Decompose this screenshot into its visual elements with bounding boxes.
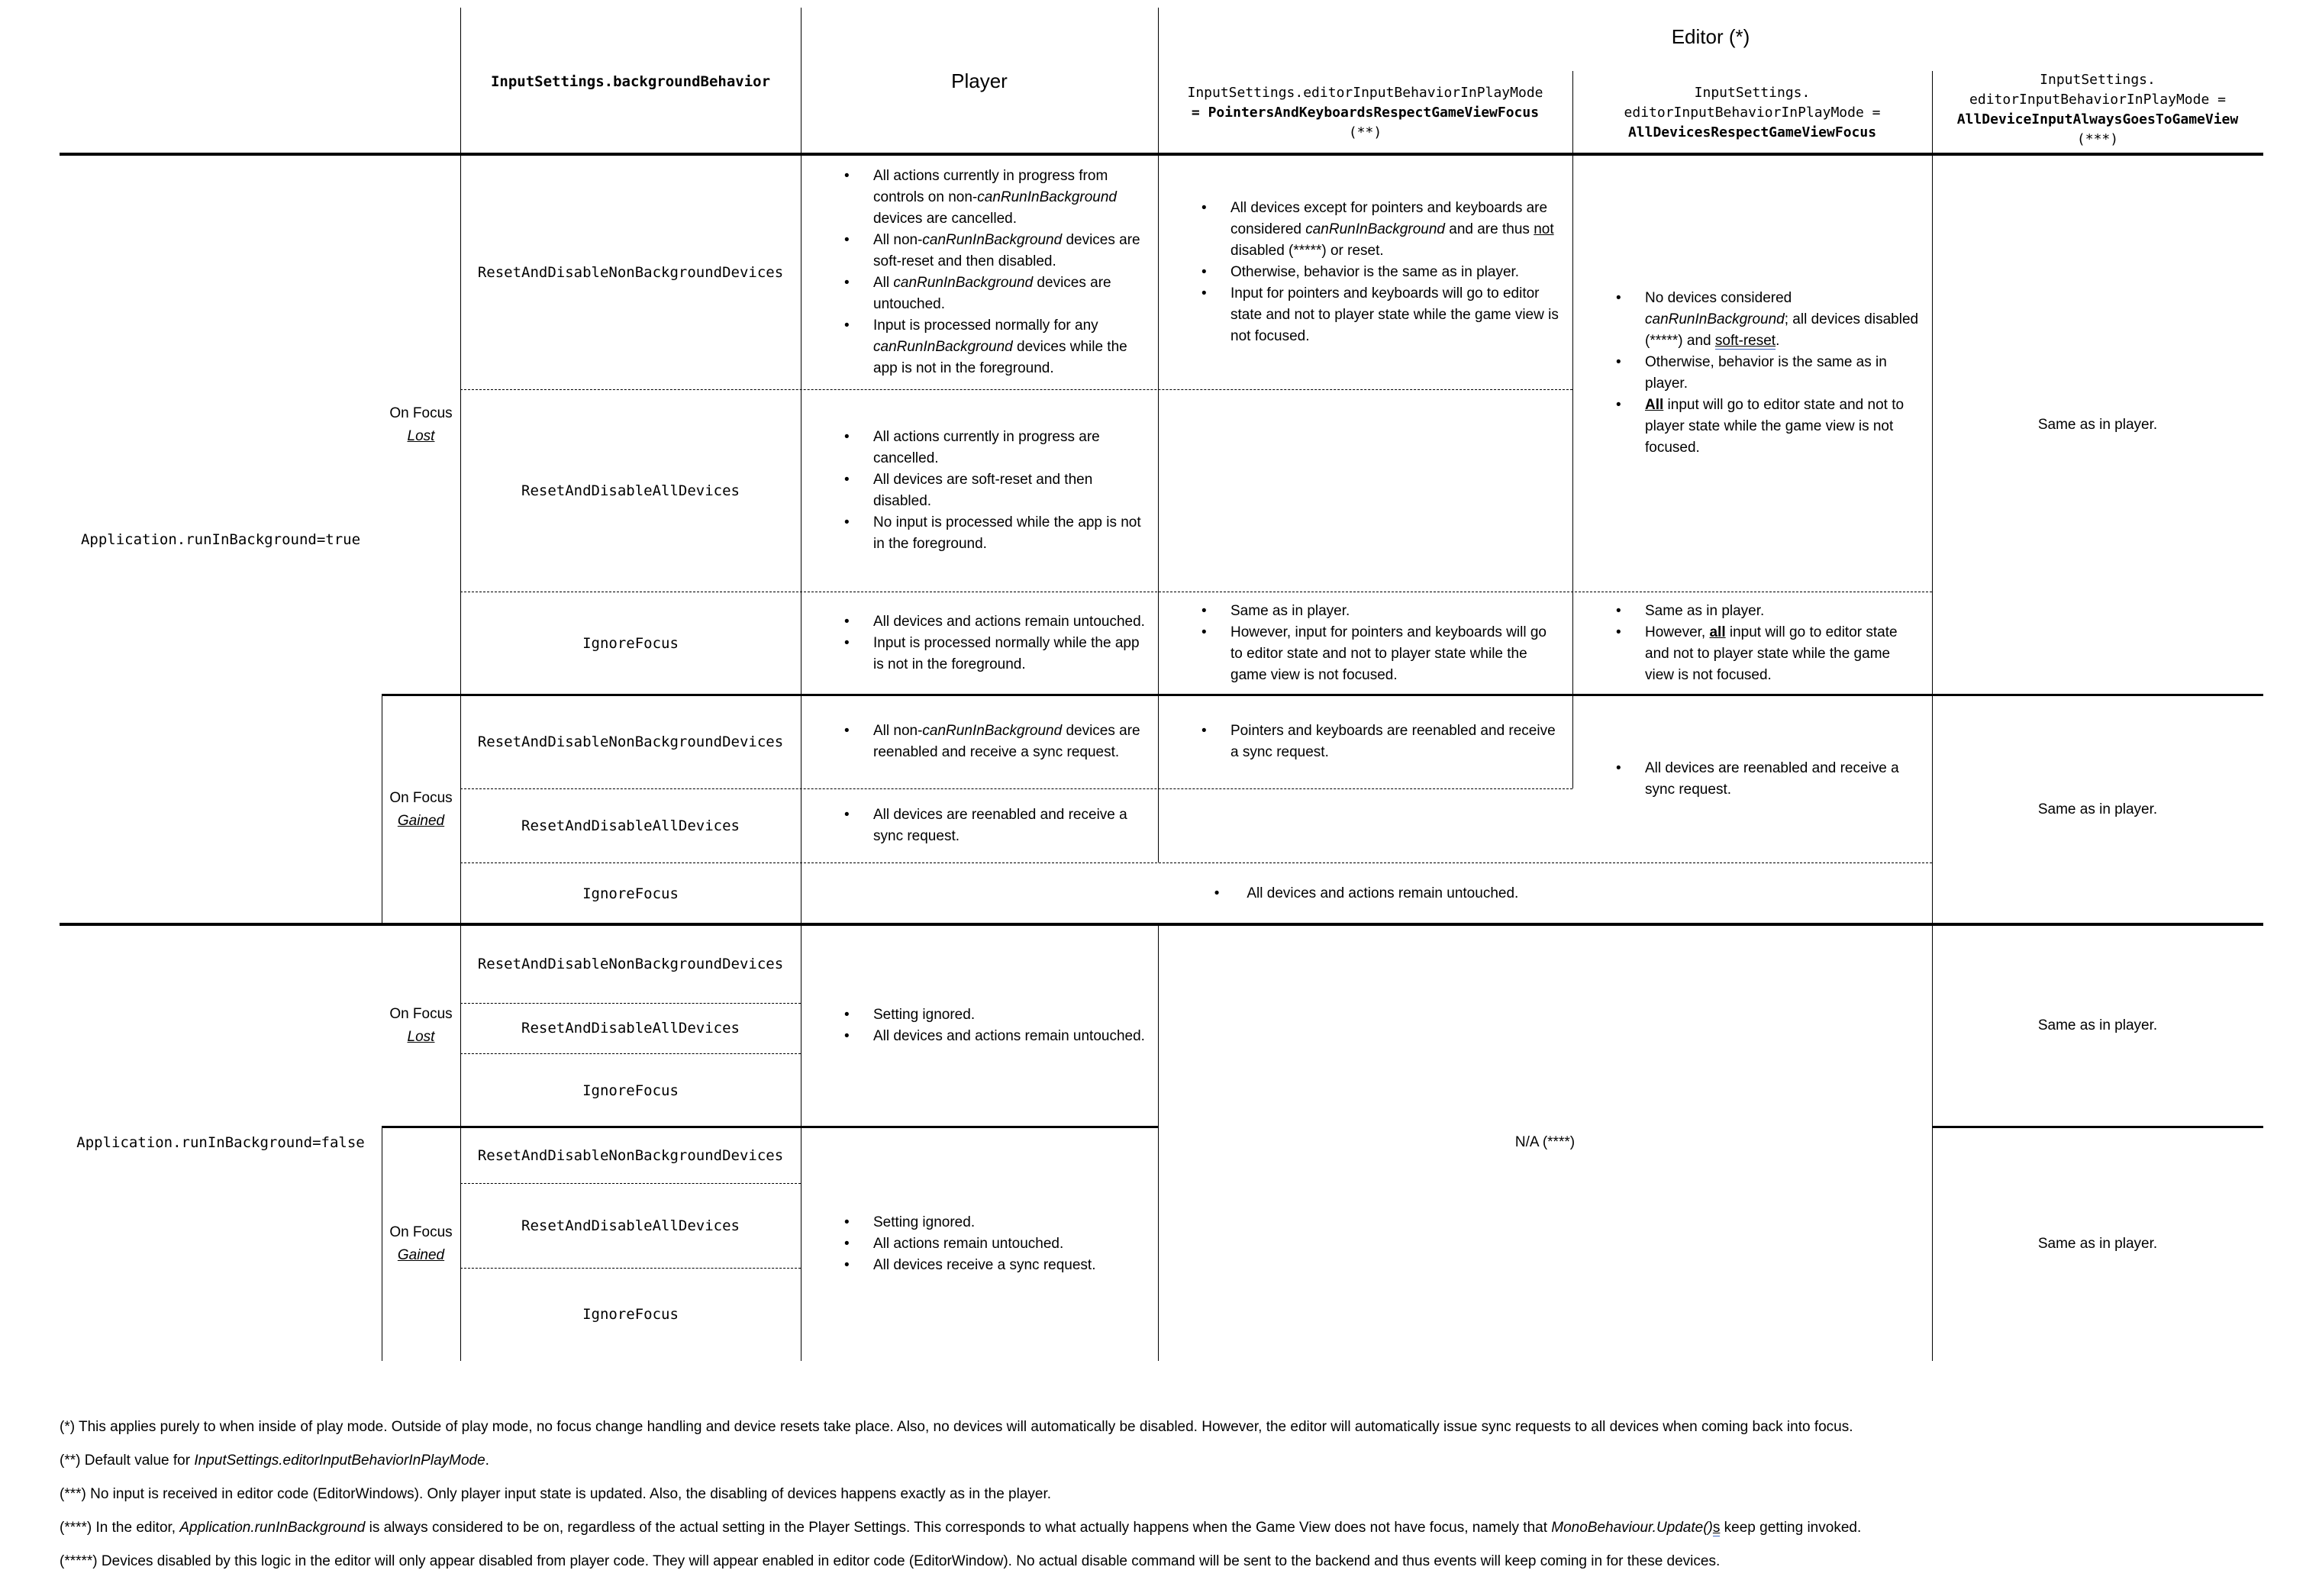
bullet-text: All devices are reenabled and receive a sync request. (1645, 759, 1899, 798)
cell-true-gained-same-as-player: Same as in player. (2037, 801, 2158, 817)
divider-false-lost-gained-left (382, 1126, 1158, 1128)
row-label-reset-non: ResetAndDisableNonBackgroundDevices (477, 734, 784, 750)
header-line: editorInputBehaviorInPlayMode = (1969, 92, 2226, 108)
bullet-icon: • (844, 614, 850, 630)
bullet-text: All actions currently in progress are cancelled. (873, 428, 1100, 466)
bullet-icon: • (1616, 624, 1621, 640)
cell-true-lost-resetnon-editorpk (1158, 155, 1572, 389)
bullet-item (843, 512, 1146, 555)
row-label-reset-non: ResetAndDisableNonBackgroundDevices (477, 955, 784, 972)
bullet-item (1614, 601, 1920, 622)
header-editor-group: Editor (*) (1671, 24, 1750, 48)
bullet-item (843, 427, 1146, 469)
focus-label-false-gained (382, 1127, 460, 1361)
bullet-item (1200, 622, 1560, 686)
bullet-text: Same as in player. (1230, 603, 1350, 619)
bullet-item (1614, 395, 1920, 459)
bullet-item (1614, 622, 1920, 686)
footnote-1: (*) This applies purely to when inside of play mode. Outside of play mode, no focus change handling and device resets take place. Also, no devices will automatically be disabled. However, the editor will automatically issue sync requests to all devices when coming back into focus. (60, 1419, 1853, 1435)
bullet-text: All devices are soft-reset and then disabled. (873, 471, 1093, 509)
bullet-item (1614, 352, 1920, 395)
cell-false-lost-same-as-player: Same as in player. (2037, 1017, 2158, 1033)
cell-false-lost-player (801, 924, 1158, 1127)
bullet-item (843, 1026, 1146, 1047)
bullet-item (843, 633, 1146, 675)
focus-label-true-lost (382, 155, 460, 695)
section-label-runinbackground-false: Application.runInBackground=false (76, 1134, 365, 1151)
focus-prefix: On Focus (389, 790, 453, 806)
bullet-item (843, 1212, 1146, 1233)
row-label-reset-non: ResetAndDisableNonBackgroundDevices (477, 263, 784, 281)
bullet-icon: • (1201, 199, 1207, 216)
dashed-row-divider (460, 1268, 801, 1269)
row-label-reset-all: ResetAndDisableAllDevices (521, 482, 740, 499)
bullet-item (843, 230, 1146, 272)
bullet-text: All non-canRunInBackground devices are soft-reset and then disabled. (873, 231, 1140, 269)
bullet-icon: • (844, 1236, 850, 1252)
bullet-text: Pointers and keyboards are reenabled and receive a sync request. (1230, 723, 1556, 760)
bullet-text: All devices and actions remain untouched. (873, 614, 1145, 630)
bullet-item (1200, 601, 1560, 622)
bullet-text: Otherwise, behavior is the same as in player. (1230, 263, 1520, 280)
bullet-icon: • (1201, 263, 1207, 280)
bullet-text: Setting ignored. (873, 1214, 976, 1230)
header-line: InputSettings.editorInputBehaviorInPlayMode (1187, 85, 1543, 101)
footnote-4: (****) In the editor, Application.runInBackground is always considered to be on, regardless of the actual setting in the Player Settings. This corresponds to what actually happens when the Game View does not have focus, namely that MonoBehaviour.Update()s keep getting invoked. (60, 1520, 1862, 1536)
footnote-2: (**) Default value for InputSettings.editorInputBehaviorInPlayMode. (60, 1453, 489, 1469)
bullet-icon: • (844, 274, 850, 291)
dashed-row-divider (460, 788, 1572, 789)
bullet-text: All canRunInBackground devices are untouched. (873, 274, 1111, 312)
bullet-text: No devices considered canRunInBackground; all devices disabled (*****) and soft-reset. (1645, 290, 1919, 349)
focus-label-false-lost (382, 924, 460, 1127)
bullet-item (843, 1255, 1146, 1276)
bullet-item (843, 166, 1146, 230)
bullet-text: All actions remain untouched. (873, 1236, 1064, 1252)
bullet-icon: • (1201, 723, 1207, 739)
bullet-icon: • (1201, 285, 1207, 301)
bullet-item (843, 315, 1146, 379)
bullet-text: All non-canRunInBackground devices are reenabled and receive a sync request. (873, 723, 1140, 760)
dashed-row-divider (460, 1053, 801, 1054)
header-line: AllDeviceInputAlwaysGoesToGameView (1956, 111, 2239, 127)
cell-true-lost-ignore-editorall (1572, 592, 1932, 695)
footnote-3: (***) No input is received in editor code (EditorWindows). Only player input state is updated. Also, the disabling of devices happens exactly as in the player. (60, 1486, 1052, 1502)
column-border (1158, 8, 1159, 862)
bullet-item (1200, 283, 1560, 347)
cell-false-gained-player (801, 1127, 1158, 1361)
bullet-icon: • (844, 317, 850, 334)
cell-true-lost-same-as-player: Same as in player. (2037, 417, 2158, 433)
footnote-5: (*****) Devices disabled by this logic in the editor will only appear disabled from player code. They will appear enabled in editor code (EditorWindow). No actual disable command will be sent to the backend and thus events will keep coming in for these devices. (60, 1553, 1721, 1569)
cell-true-gained-resetnon-player (801, 695, 1158, 788)
dashed-row-divider (460, 1183, 801, 1184)
bullet-icon: • (844, 231, 850, 248)
bullet-item (843, 272, 1146, 315)
header-line: (***) (2076, 131, 2119, 147)
focus-lost: Lost (407, 428, 435, 444)
bullet-text: Input for pointers and keyboards will go to editor state and not to player state while the game view is not focused. (1230, 285, 1559, 344)
row-label-reset-non: ResetAndDisableNonBackgroundDevices (477, 1146, 784, 1164)
column-border (1572, 71, 1573, 788)
bullet-text: All devices receive a sync request. (873, 1257, 1096, 1273)
bullet-icon: • (844, 635, 850, 651)
header-background-behavior: InputSettings.backgroundBehavior (490, 73, 771, 90)
divider-true-lost-gained (382, 694, 2263, 696)
header-player: Player (951, 69, 1008, 92)
header-line: InputSettings. (1694, 85, 1811, 101)
bullet-text: Input is processed normally for any canRunInBackground devices while the app is not in the foreground. (873, 317, 1127, 376)
section-label-runinbackground-true: Application.runInBackground=true (80, 531, 361, 548)
column-border (460, 8, 461, 1361)
bullet-icon: • (1201, 603, 1207, 619)
bullet-icon: • (844, 1028, 850, 1044)
focus-gained: Gained (397, 813, 445, 829)
row-label-reset-all: ResetAndDisableAllDevices (521, 817, 740, 834)
bullet-icon: • (844, 428, 850, 445)
bullet-text: All actions currently in progress from controls on non-canRunInBackground devices are cancelled. (873, 167, 1117, 227)
bullet-item (1200, 198, 1560, 262)
divider-false-lost-gained-right (1932, 1126, 2263, 1128)
bullet-item (843, 611, 1146, 633)
header-line: AllDevicesRespectGameViewFocus (1627, 124, 1877, 140)
header-line: editorInputBehaviorInPlayMode = (1624, 105, 1881, 121)
focus-prefix: On Focus (389, 1224, 453, 1240)
bullet-item (843, 469, 1146, 512)
bullet-icon: • (844, 723, 850, 739)
bullet-icon: • (1201, 624, 1207, 640)
bullet-item (1614, 758, 1920, 801)
cell-false-na: N/A (****) (1514, 1134, 1576, 1150)
bullet-icon: • (844, 167, 850, 184)
header-editor-col-alwaysgoestogameview (1932, 65, 2263, 155)
bullet-text: No input is processed while the app is not in the foreground. (873, 514, 1141, 552)
cell-true-gained-resetall-player (801, 788, 1158, 862)
bullet-item (1200, 262, 1560, 283)
bullet-item (843, 721, 1146, 763)
bullet-icon: • (1616, 354, 1621, 370)
bullet-icon: • (1616, 603, 1621, 619)
cell-true-gained-resetnon-editorpk (1158, 695, 1572, 788)
bullet-icon: • (1616, 290, 1621, 306)
bullet-icon: • (844, 471, 850, 488)
bullet-text: All devices are reenabled and receive a sync request. (873, 806, 1127, 844)
header-line: = PointersAndKeyboardsRespectGameViewFocus (1191, 105, 1540, 121)
focus-gained: Gained (397, 1247, 445, 1263)
bullet-icon: • (1214, 885, 1220, 901)
focus-prefix: On Focus (389, 1006, 453, 1022)
cell-true-lost-editorall-merged (1572, 155, 1932, 592)
row-label-reset-all: ResetAndDisableAllDevices (521, 1217, 740, 1234)
column-border (1932, 71, 1933, 1361)
dashed-row-divider (460, 389, 1572, 390)
bullet-text: All devices except for pointers and keyboards are considered canRunInBackground and are thus not disabled (*****) or reset. (1230, 199, 1554, 259)
cell-true-lost-ignore-player (801, 592, 1158, 695)
header-editor-col-pointers (1158, 71, 1572, 155)
column-border (1158, 924, 1159, 1361)
focus-label-true-gained (382, 695, 460, 924)
cell-true-gained-ignore-merged (801, 862, 1932, 924)
bullet-text: Input is processed normally while the app is not in the foreground. (873, 635, 1140, 672)
bullet-icon: • (844, 1214, 850, 1230)
bullet-icon: • (844, 806, 850, 823)
bullet-item (843, 1233, 1146, 1255)
row-label-ignore: IgnoreFocus (582, 885, 679, 902)
bullet-item (1200, 721, 1560, 763)
row-label-ignore: IgnoreFocus (582, 1082, 679, 1099)
focus-prefix: On Focus (389, 405, 453, 421)
focus-lost: Lost (407, 1029, 435, 1045)
bullet-text: However, input for pointers and keyboards will go to editor state and not to player state while the game view is not focused. (1230, 624, 1547, 683)
bullet-item (843, 804, 1146, 847)
bullet-text: Otherwise, behavior is the same as in player. (1645, 354, 1887, 392)
bullet-item (1614, 288, 1920, 352)
bullet-icon: • (844, 514, 850, 530)
bullet-text: Same as in player. (1645, 603, 1765, 619)
bullet-text: All input will go to editor state and not to player state while the game view is not focused. (1645, 397, 1905, 456)
row-label-reset-all: ResetAndDisableAllDevices (521, 1020, 740, 1037)
header-line: (**) (1348, 124, 1382, 140)
cell-true-lost-resetall-player (801, 389, 1158, 592)
bullet-text: All devices and actions remain untouched. (873, 1028, 1145, 1044)
cell-true-lost-ignore-editorpk (1158, 592, 1572, 695)
bullet-icon: • (1616, 759, 1621, 776)
bullet-text: However, all input will go to editor state and not to player state while the game view is not focused. (1645, 624, 1898, 683)
cell-true-gained-editorall-merged (1572, 695, 1932, 862)
bullet-icon: • (844, 1007, 850, 1023)
bullet-item (843, 1004, 1146, 1026)
bullet-text: Setting ignored. (873, 1007, 976, 1023)
dashed-row-divider (460, 862, 1932, 863)
header-line: InputSettings. (2040, 72, 2156, 88)
cell-true-lost-resetnon-player (801, 155, 1158, 389)
cell-false-gained-same-as-player: Same as in player. (2037, 1236, 2158, 1252)
row-label-ignore: IgnoreFocus (582, 1306, 679, 1323)
dashed-row-divider (460, 1003, 801, 1004)
row-label-ignore: IgnoreFocus (582, 635, 679, 652)
header-editor-col-alldevicesrespect (1572, 71, 1932, 155)
bullet-icon: • (844, 1257, 850, 1273)
bullet-icon: • (1616, 397, 1621, 413)
merged-text: All devices and actions remain untouched. (1247, 885, 1519, 901)
